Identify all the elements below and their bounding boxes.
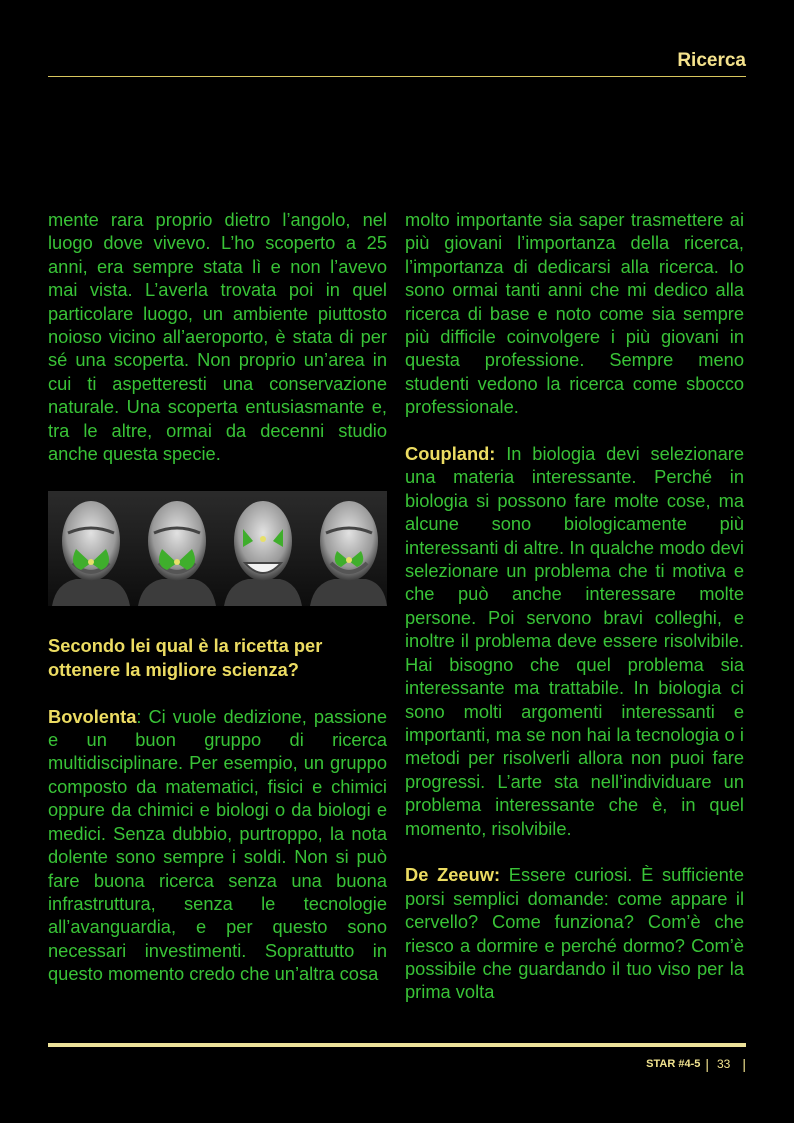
left-column bbox=[48, 208, 387, 986]
bovolenta-answer bbox=[48, 705, 387, 986]
speaker-bovolenta: Bovolenta bbox=[48, 705, 137, 727]
dezeeuw-answer bbox=[405, 863, 744, 1003]
photo-strip-image bbox=[48, 491, 387, 606]
speaker-dezeeuw: De Zeeuw: bbox=[405, 864, 501, 886]
dezeeuw-text: Essere curiosi. È sufficiente porsi semplici domande: come appare il cervello? Come funziona? Com’è che riesco a dormire e perché dormo? Com’è possibile che guardando il tuo viso per la prima volta bbox=[405, 864, 744, 1003]
footer-divider-end: | bbox=[742, 1056, 746, 1072]
footer-divider: | bbox=[705, 1056, 709, 1072]
page-footer bbox=[646, 1056, 746, 1072]
coupland-answer bbox=[405, 442, 744, 840]
footer-rule bbox=[48, 1043, 746, 1047]
interview-question: Secondo lei qual è la ricetta per ottenere la migliore scienza? bbox=[48, 635, 323, 680]
issue-label: STAR #4-5 bbox=[646, 1058, 701, 1070]
right-column bbox=[405, 208, 744, 1004]
left-paragraph-1: mente rara proprio dietro l’angolo, nel luogo dove vivevo. L’ho scoperto a 25 anni, era sempre stata lì e non l’avevo mai vista. L’averla trovata poi in quel particolare luogo, un ambiente piuttosto noioso vicino all’aeroporto, è stata di per sé una scoperta. Non proprio un’area in cui ti aspetteresti una conservazione naturale. Una scoperta entusiasmante e, tra le altre, ormai da decenni studio anche questa specie. bbox=[48, 209, 387, 465]
speaker-coupland: Coupland: bbox=[405, 443, 496, 465]
face-collage-graphic bbox=[48, 491, 387, 606]
header-rule bbox=[48, 76, 746, 77]
coupland-text: In biologia devi selezionare una materia interessante. Perché in biologia si possono fare molte cose, ma alcune sono biologicamente più interessanti di altre. In qualche modo devi selezionare un problema che ti motiva e che può anche interessare molte persone. Poi servono bravi colleghi, e inoltre il problema deve essere risolvibile. Hai bisogno che quel problema sia interessante ma trattabile. In biologia ci sono molti argomenti interessanti e importanti, ma se non hai la tecnologia o i metodi per risolverli allora non puoi fare progressi. L’arte sta nell’individuare un problema interessante che è, in quel momento, risolvibile. bbox=[405, 443, 744, 839]
bovolenta-text: : Ci vuole dedizione, passione e un buon gruppo di ricerca multidisciplinare. Per esempio, un gruppo composto da matematici, fisici e chimici oppure da chimici e biologi o da biologi e medici. Senza dubbio, purtroppo, la nota dolente sono sempre i soldi. Non si può fare buona ricerca senza una buona infrastruttura, senza le tecnologie all’avanguardia, e per questo sono necessari investimenti. Soprattutto in questo momento credo che un’altra cosa bbox=[48, 705, 387, 985]
section-title: Ricerca bbox=[677, 50, 746, 71]
page-number: 33 bbox=[717, 1057, 731, 1071]
right-paragraph-1: molto importante sia saper trasmettere ai più giovani l’importanza della ricerca, l’importanza di dedicarsi alla ricerca. Io sono ormai tanti anni che mi dedico alla ricerca di base e noto come sia sempre più difficile coinvolgere i più giovani in questa professione. Sempre meno studenti vedono la ricerca come sbocco professionale. bbox=[405, 209, 744, 418]
